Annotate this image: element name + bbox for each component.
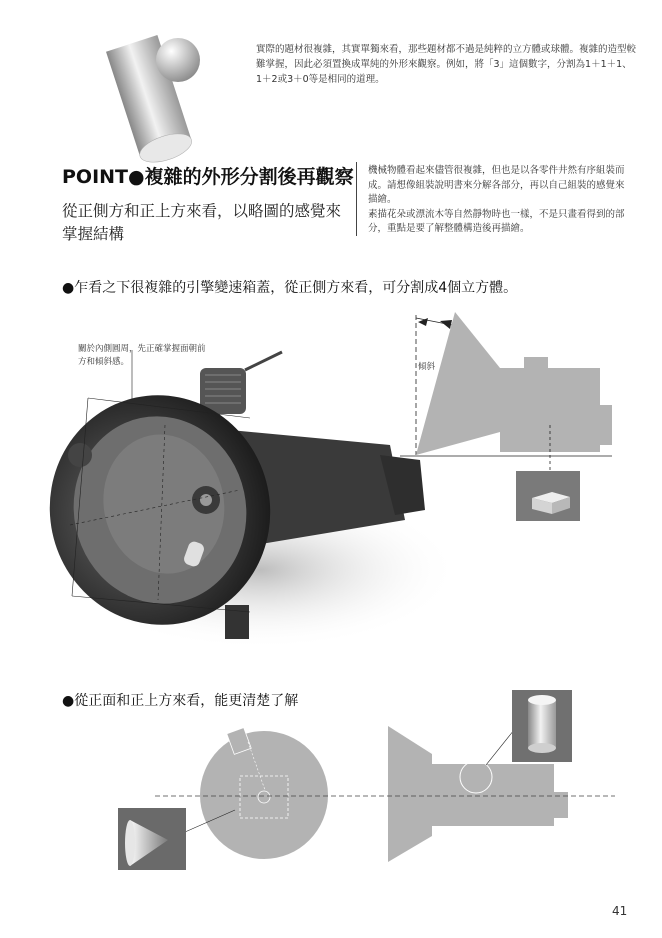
lean-label: 傾斜 bbox=[418, 362, 436, 372]
point-body-paragraph-2: 素描花朵或漂流木等自然靜物時也一樣，不是只畫看得到的部分，重點是要了解整體構造後再描繪。 bbox=[368, 208, 625, 234]
page-number: 41 bbox=[612, 904, 628, 918]
side-view-diagram bbox=[400, 312, 612, 521]
intro-paragraph: 實際的題材很複雜，其實單獨來看，那些題材都不過是純粹的立方體或球體。複雜的造型較難掌握，因此必須置換成單純的外形來觀察。例如，將「3」這個數字，分割為1＋1＋1、1＋2或3＋0等是相同的道理。 bbox=[256, 44, 637, 85]
caption-front-top: ●從正面和正上方來看，能更清楚了解 bbox=[62, 693, 299, 709]
cone-photo bbox=[118, 808, 186, 870]
front-view-diagram bbox=[185, 728, 328, 859]
cylinder-sphere-illustration bbox=[106, 35, 200, 168]
point-subheading: 從正側方和正上方來看，以略圖的感覺來掌握結構 bbox=[62, 202, 342, 243]
point-heading: POINT●複雜的外形分割後再觀察 bbox=[62, 166, 354, 188]
point-body-paragraph-1: 機械物體看起來儘管很複雜，但也是以各零件井然有序組裝而成。請想像組裝說明書來分解各部分，再以自己組裝的感覺來描繪。 bbox=[368, 165, 625, 205]
inner-circle-note: 關於內側圓周，先正確掌握面朝前方和傾斜感。 bbox=[78, 344, 206, 367]
caption-engine-side: ●乍看之下很複雜的引擎變速箱蓋，從正側方來看，可分割成4個立方體。 bbox=[62, 280, 518, 296]
engine-photo bbox=[28, 350, 460, 650]
bottom-side-diagram bbox=[388, 690, 572, 862]
